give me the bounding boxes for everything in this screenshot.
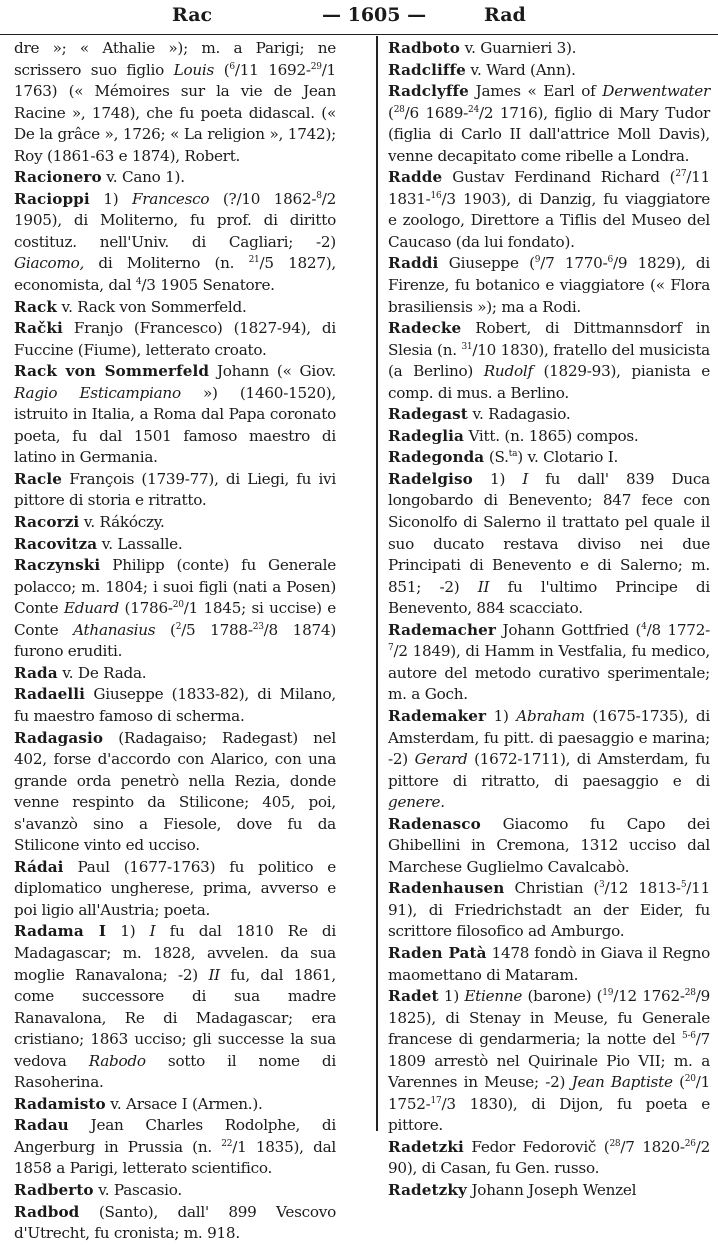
entry-text: (1786- bbox=[119, 599, 173, 618]
entry-text: v. Arsace I (Armen.). bbox=[105, 1094, 263, 1113]
entry-text: /2 1849), di Hamm in Vestfalia, fu medico, autore del metodo curativo sperimentale; m. a Goch. bbox=[388, 642, 710, 704]
entry-text: fu dall' 839 Duca longobardo di Benevento; 847 fece con Siconolfo di Salerno il trattato pel quale il suo ducato restava diviso nei due Principati di Benevento e di Salerno; m. 851; -2) bbox=[388, 469, 710, 596]
entry-text: /3 1905 Senatore. bbox=[141, 276, 275, 295]
entry-headword: Rádai bbox=[14, 857, 64, 876]
entry-text: /5 1788- bbox=[181, 620, 253, 639]
superscript-text: 16 bbox=[430, 190, 442, 201]
entry-text: Johann Joseph Wenzel bbox=[466, 1180, 637, 1199]
italic-text: Francesco bbox=[132, 189, 210, 208]
entry-headword: Radagasio bbox=[14, 728, 104, 747]
italic-text: I bbox=[522, 469, 529, 488]
dictionary-entry bbox=[388, 253, 710, 318]
entry-headword: Racle bbox=[14, 469, 62, 488]
entry-headword: Rademacher bbox=[388, 620, 496, 639]
entry-headword: Radamisto bbox=[14, 1094, 106, 1113]
entry-headword: Racioppi bbox=[14, 189, 90, 208]
entry-text: v. Radagasio. bbox=[467, 405, 571, 424]
entry-text: ( bbox=[672, 1073, 685, 1092]
dictionary-entry bbox=[14, 857, 336, 922]
entry-headword: Racorzi bbox=[14, 513, 80, 532]
dictionary-entry bbox=[388, 706, 710, 814]
dictionary-entry bbox=[14, 469, 336, 512]
entry-text: ) v. Clotario I. bbox=[517, 448, 619, 467]
entry-text: fu, dal 1861, come successore di sua madre Ranavalona, Re di Madagascar; era cristiano; 1863 ucciso; gli successe la sua vedova bbox=[14, 965, 337, 1070]
entry-text: Jean Charles Rodolphe, di Angerburg in Prussia (n. bbox=[14, 1116, 336, 1156]
superscript-text: ta bbox=[508, 449, 518, 460]
entry-text: /1 1763) (« Mémoires sur la vie de Jean Racine », 1748), che fu poeta didascal. (« De la grâce », 1726; « La religion », 1742); Roy (1861-63 e 1874), Robert. bbox=[14, 60, 336, 165]
dictionary-entry bbox=[14, 189, 336, 297]
entry-text: 1) bbox=[106, 922, 150, 941]
dictionary-entry bbox=[388, 426, 710, 448]
entry-text: sotto il nome di Rasoherina. bbox=[14, 1051, 336, 1092]
entry-text: /12 1813- bbox=[604, 879, 681, 898]
entry-text: ( bbox=[214, 60, 230, 79]
entry-headword: Radaelli bbox=[14, 685, 86, 704]
dictionary-entry bbox=[388, 469, 710, 620]
entry-headword: Radecke bbox=[388, 319, 462, 338]
entry-text: /7 1820- bbox=[620, 1137, 685, 1156]
italic-text: II bbox=[208, 965, 220, 984]
superscript-text: 28 bbox=[393, 104, 405, 115]
superscript-text: 5 bbox=[680, 880, 687, 891]
italic-text: Gerard bbox=[414, 750, 468, 769]
italic-text: genere. bbox=[388, 793, 445, 812]
page-number: — 1605 — bbox=[322, 4, 427, 26]
italic-text: Giacomo, bbox=[14, 254, 85, 273]
superscript-text: 28 bbox=[609, 1138, 621, 1149]
entry-text: /6 1689- bbox=[404, 103, 469, 122]
left-column bbox=[14, 38, 336, 1245]
entry-text: François (1739-77), di Liegi, fu ivi pittore di storia e ritratto. bbox=[14, 469, 336, 510]
superscript-text: 17 bbox=[430, 1095, 442, 1106]
entry-text: Robert, di Dittmannsdorf in Slesia (n. bbox=[388, 319, 710, 359]
entry-text: Vitt. (n. 1865) compos. bbox=[463, 426, 639, 445]
entry-text: /11 91), di Friedrichstadt an der Eider, fu scrittore filosofico ad Amburgo. bbox=[388, 879, 710, 941]
superscript-text: 20 bbox=[172, 600, 184, 611]
dictionary-entry bbox=[388, 167, 710, 253]
entry-text: Fedor Fedorovič ( bbox=[463, 1137, 610, 1156]
entry-headword: Radau bbox=[14, 1116, 69, 1135]
superscript-text: 27 bbox=[675, 169, 687, 180]
superscript-text: 21 bbox=[248, 255, 260, 266]
entry-text: v. Ward (Ann). bbox=[465, 60, 576, 79]
italic-text: Rudolf bbox=[483, 362, 533, 381]
italic-text: Louis bbox=[173, 60, 215, 79]
superscript-text: 20 bbox=[684, 1074, 696, 1085]
dictionary-entry bbox=[14, 728, 336, 857]
italic-text: Etienne bbox=[464, 987, 523, 1006]
dictionary-entry bbox=[14, 318, 336, 361]
italic-text: Jean Baptiste bbox=[571, 1073, 673, 1092]
entry-text: /1 1752- bbox=[388, 1073, 711, 1113]
dictionary-entry bbox=[388, 447, 710, 469]
entry-text: /9 1825), di Stenay in Meuse, fu Generale francese di gendarmeria; la notte del bbox=[388, 987, 710, 1049]
entry-headword: Radboto bbox=[388, 39, 461, 57]
superscript-text: 3 bbox=[599, 880, 605, 891]
italic-text: Athanasius bbox=[73, 620, 156, 639]
italic-text: Eduard bbox=[63, 599, 120, 618]
header-left-guideword: Rac bbox=[172, 4, 213, 26]
entry-headword: Radegonda bbox=[388, 448, 485, 467]
entry-text: dre »; « Athalie »); m. a Parigi; ne scrissero suo figlio bbox=[14, 39, 336, 79]
entry-text: di Moliterno (n. bbox=[84, 254, 249, 273]
entry-text: /9 1829), di Firenze, fu botanico e viaggiatore (« Flora brasiliensis »); ma a Rodi. bbox=[388, 254, 710, 316]
entry-text: ( bbox=[388, 103, 394, 122]
entry-text: /2 1716), figlio di Mary Tudor (figlia di Carlo II dall'attrice Moll Davis), venne decapitato come ribelle a Londra. bbox=[388, 103, 710, 165]
entry-headword: Radcliffe bbox=[388, 60, 466, 79]
dictionary-entry bbox=[388, 1180, 710, 1202]
dictionary-entry bbox=[14, 663, 336, 685]
entry-text: /8 1874) furono eruditi. bbox=[14, 620, 336, 661]
superscript-text: 9 bbox=[534, 255, 541, 266]
superscript-text: 6 bbox=[229, 61, 235, 72]
entry-text: /11 1831- bbox=[388, 168, 710, 208]
entry-text: (1675-1735), di Amsterdam, fu pitt. di paesaggio e marina; -2) bbox=[388, 706, 710, 769]
dictionary-entry bbox=[388, 878, 710, 943]
entry-headword: Rada bbox=[14, 663, 58, 682]
entry-headword: Radama I bbox=[14, 922, 107, 941]
entry-text: Giacomo fu Capo dei Ghibellini in Cremona, 1312 ucciso dal Marchese Guglielmo Cavalcabò. bbox=[388, 814, 710, 876]
entry-text: (1672-1711), di Amsterdam, fu pittore di ritratto, di paesaggio e di bbox=[388, 750, 710, 790]
entry-text: 1) bbox=[89, 189, 132, 208]
superscript-text: 6 bbox=[607, 255, 613, 266]
header-right-guideword: Rad bbox=[484, 4, 526, 26]
entry-text: (1829-93), pianista e comp. di mus. a Berlino. bbox=[388, 362, 711, 402]
entry-headword: Radenhausen bbox=[388, 879, 505, 898]
entry-headword: Rack von Sommerfeld bbox=[14, 362, 210, 381]
entry-text: 1478 fondò in Giava il Regno maomettano di Mataram. bbox=[388, 943, 710, 984]
entry-text: /1 1845; si uccise) e Conte bbox=[14, 599, 336, 639]
entry-text: (?/10 1862- bbox=[209, 189, 317, 208]
dictionary-entry bbox=[388, 404, 710, 426]
entry-text: Giuseppe ( bbox=[438, 254, 535, 273]
entry-headword: Radberto bbox=[14, 1180, 94, 1199]
dictionary-entry bbox=[388, 38, 710, 60]
dictionary-entry bbox=[14, 38, 336, 167]
dictionary-entry bbox=[388, 1137, 710, 1180]
superscript-text: 31 bbox=[461, 341, 473, 352]
entry-text: Gustav Ferdinand Richard ( bbox=[442, 168, 676, 187]
entry-text: Paul (1677-1763) fu politico e diplomatico ungherese, prima, avverso e poi ligio all'Austria; poeta. bbox=[14, 857, 336, 919]
italic-text: Derwentwater bbox=[602, 82, 710, 101]
entry-text: (Radagaiso; Radegast) nel 402, forse d'accordo con Alarico, con una grande orda penetrò nella Rezia, donde venne respinto da Stilicone; 405, poi, s'avanzò sino a Fiesole, dove fu da Stilicone vinto ed ucciso. bbox=[14, 728, 336, 855]
entry-text: Philipp (conte) fu Generale polacco; m. 1804; i suoi figli (nati a Posen) Conte bbox=[14, 556, 336, 618]
entry-text: /1 1835), dal 1858 a Parigi, letterato scientifico. bbox=[14, 1137, 336, 1178]
entry-text: /3 1903), di Danzig, fu viaggiatore e zoologo, Direttore a Tiflis del Museo del Caucaso (da lui fondato). bbox=[388, 189, 710, 251]
entry-text: v. Cano 1). bbox=[101, 168, 185, 187]
entry-text: (S. bbox=[484, 448, 509, 467]
entry-headword: Raddi bbox=[388, 254, 439, 273]
entry-text: /2 90), di Casan, fu Gen. russo. bbox=[388, 1137, 711, 1178]
entry-headword: Radet bbox=[388, 987, 439, 1006]
entry-headword: Rademaker bbox=[388, 706, 487, 725]
entry-text: Giuseppe (1833-82), di Milano, fu maestro famoso di scherma. bbox=[14, 685, 336, 725]
entry-text: Johann Gottfried ( bbox=[495, 620, 642, 639]
dictionary-entry bbox=[388, 986, 710, 1137]
entry-text: Johann (« Giov. bbox=[209, 362, 336, 381]
superscript-text: 4 bbox=[135, 276, 142, 287]
dictionary-entry bbox=[14, 1094, 336, 1116]
entry-text: James « Earl of bbox=[468, 82, 603, 101]
superscript-text: 28 bbox=[684, 988, 696, 998]
dictionary-entry bbox=[14, 1180, 336, 1202]
entry-text: fu l'ultimo Principe di Benevento, 884 scacciato. bbox=[388, 577, 710, 618]
entry-headword: Radeglia bbox=[388, 426, 464, 445]
superscript-text: 26 bbox=[684, 1138, 696, 1149]
italic-text: Abraham bbox=[516, 706, 585, 725]
dictionary-entry bbox=[14, 512, 336, 534]
entry-text: 1) bbox=[472, 469, 523, 488]
entry-text: ( bbox=[155, 620, 176, 639]
entry-text: 1) bbox=[486, 706, 517, 725]
entry-text: /11 1692- bbox=[234, 60, 311, 79]
page-header bbox=[0, 0, 718, 35]
superscript-text: 7 bbox=[388, 643, 394, 654]
superscript-text: 5-6 bbox=[681, 1031, 696, 1042]
entry-text: v. Rack von Sommerfeld. bbox=[56, 297, 247, 316]
entry-text: /3 1830), di Dijon, fu poeta e pittore. bbox=[388, 1094, 710, 1135]
entry-text: v. Guarnieri 3). bbox=[460, 39, 577, 57]
dictionary-entry bbox=[14, 361, 336, 469]
entry-text: /7 1809 arrestò nel Quirinale Pio VII; m. a Varennes in Meuse; -2) bbox=[388, 1030, 710, 1092]
entry-text: Franjo (Francesco) (1827-94), di Fuccine (Fiume), letterato croato. bbox=[14, 319, 336, 359]
dictionary-entry bbox=[388, 620, 710, 706]
italic-text: II bbox=[477, 577, 490, 596]
entry-text: /2 1905), di Moliterno, fu prof. di diritto costituz. nell'Univ. di Cagliari; -2) bbox=[14, 189, 337, 251]
italic-text: I bbox=[149, 922, 156, 941]
entry-headword: Radenasco bbox=[388, 814, 481, 833]
entry-text: /5 1827), economista, dal bbox=[14, 254, 336, 295]
italic-text: Rabodo bbox=[88, 1051, 146, 1070]
entry-headword: Rack bbox=[14, 297, 57, 316]
entry-text: /10 1830), fratello del musicista (a Berlino) bbox=[388, 340, 710, 381]
superscript-text: 8 bbox=[316, 190, 322, 201]
column-divider bbox=[376, 36, 378, 1131]
entry-headword: Radetzky bbox=[388, 1180, 467, 1199]
entry-text: v. Lassalle. bbox=[97, 534, 183, 553]
dictionary-entry bbox=[14, 555, 336, 663]
dictionary-entry bbox=[14, 921, 336, 1093]
entry-headword: Rački bbox=[14, 319, 63, 338]
dictionary-entry bbox=[14, 1202, 336, 1245]
entry-headword: Radbod bbox=[14, 1202, 80, 1221]
entry-text: Christian ( bbox=[504, 879, 600, 898]
italic-text: Ragio Esticampiano bbox=[14, 383, 181, 402]
dictionary-entry bbox=[388, 318, 710, 404]
dictionary-entry bbox=[388, 943, 710, 986]
superscript-text: 24 bbox=[468, 104, 479, 115]
entry-headword: Raczynski bbox=[14, 556, 101, 575]
entry-text: /8 1772- bbox=[646, 620, 710, 639]
dictionary-entry bbox=[14, 1115, 336, 1180]
entry-headword: Radegast bbox=[388, 405, 468, 424]
entry-headword: Radde bbox=[388, 168, 443, 187]
dictionary-entry bbox=[14, 297, 336, 319]
entry-headword: Radclyffe bbox=[388, 82, 469, 101]
entry-headword: Radelgiso bbox=[388, 469, 473, 488]
dictionary-entry bbox=[14, 167, 336, 189]
entry-text: fu dal 1810 Re di Madagascar; m. 1828, avvelen. da sua moglie Ranavalona; -2) bbox=[14, 922, 337, 984]
entry-text: ») (1460-1520), istruito in Italia, a Roma dal Papa coronato poeta, fu dal 1501 famoso maestro di latino in Germania. bbox=[14, 383, 336, 467]
superscript-text: 4 bbox=[641, 621, 647, 632]
entry-text: (barone) ( bbox=[522, 987, 603, 1006]
entry-headword: Racovitza bbox=[14, 534, 98, 553]
superscript-text: 23 bbox=[252, 621, 264, 632]
dictionary-entry bbox=[388, 814, 710, 879]
dictionary-entry bbox=[14, 534, 336, 556]
superscript-text: 2 bbox=[175, 621, 182, 632]
entry-headword: Raden Patà bbox=[388, 943, 487, 962]
right-column bbox=[388, 38, 710, 1202]
entry-text: v. Rákóczy. bbox=[79, 513, 165, 532]
superscript-text: 29 bbox=[310, 61, 322, 72]
entry-text: /7 1770- bbox=[540, 254, 608, 273]
entry-headword: Radetzki bbox=[388, 1137, 464, 1156]
superscript-text: 22 bbox=[221, 1138, 233, 1149]
dictionary-entry bbox=[388, 60, 710, 82]
superscript-text: 19 bbox=[602, 988, 614, 998]
dictionary-entry bbox=[388, 81, 710, 167]
entry-text: 1) bbox=[438, 987, 465, 1006]
entry-text: /12 1762- bbox=[613, 987, 685, 1006]
dictionary-entry bbox=[14, 684, 336, 727]
entry-headword: Racionero bbox=[14, 168, 102, 187]
entry-text: v. Pascasio. bbox=[93, 1180, 182, 1199]
entry-text: v. De Rada. bbox=[57, 663, 147, 682]
entry-text: (Santo), dall' 899 Vescovo d'Utrecht, fu cronista; m. 918. bbox=[14, 1202, 336, 1243]
